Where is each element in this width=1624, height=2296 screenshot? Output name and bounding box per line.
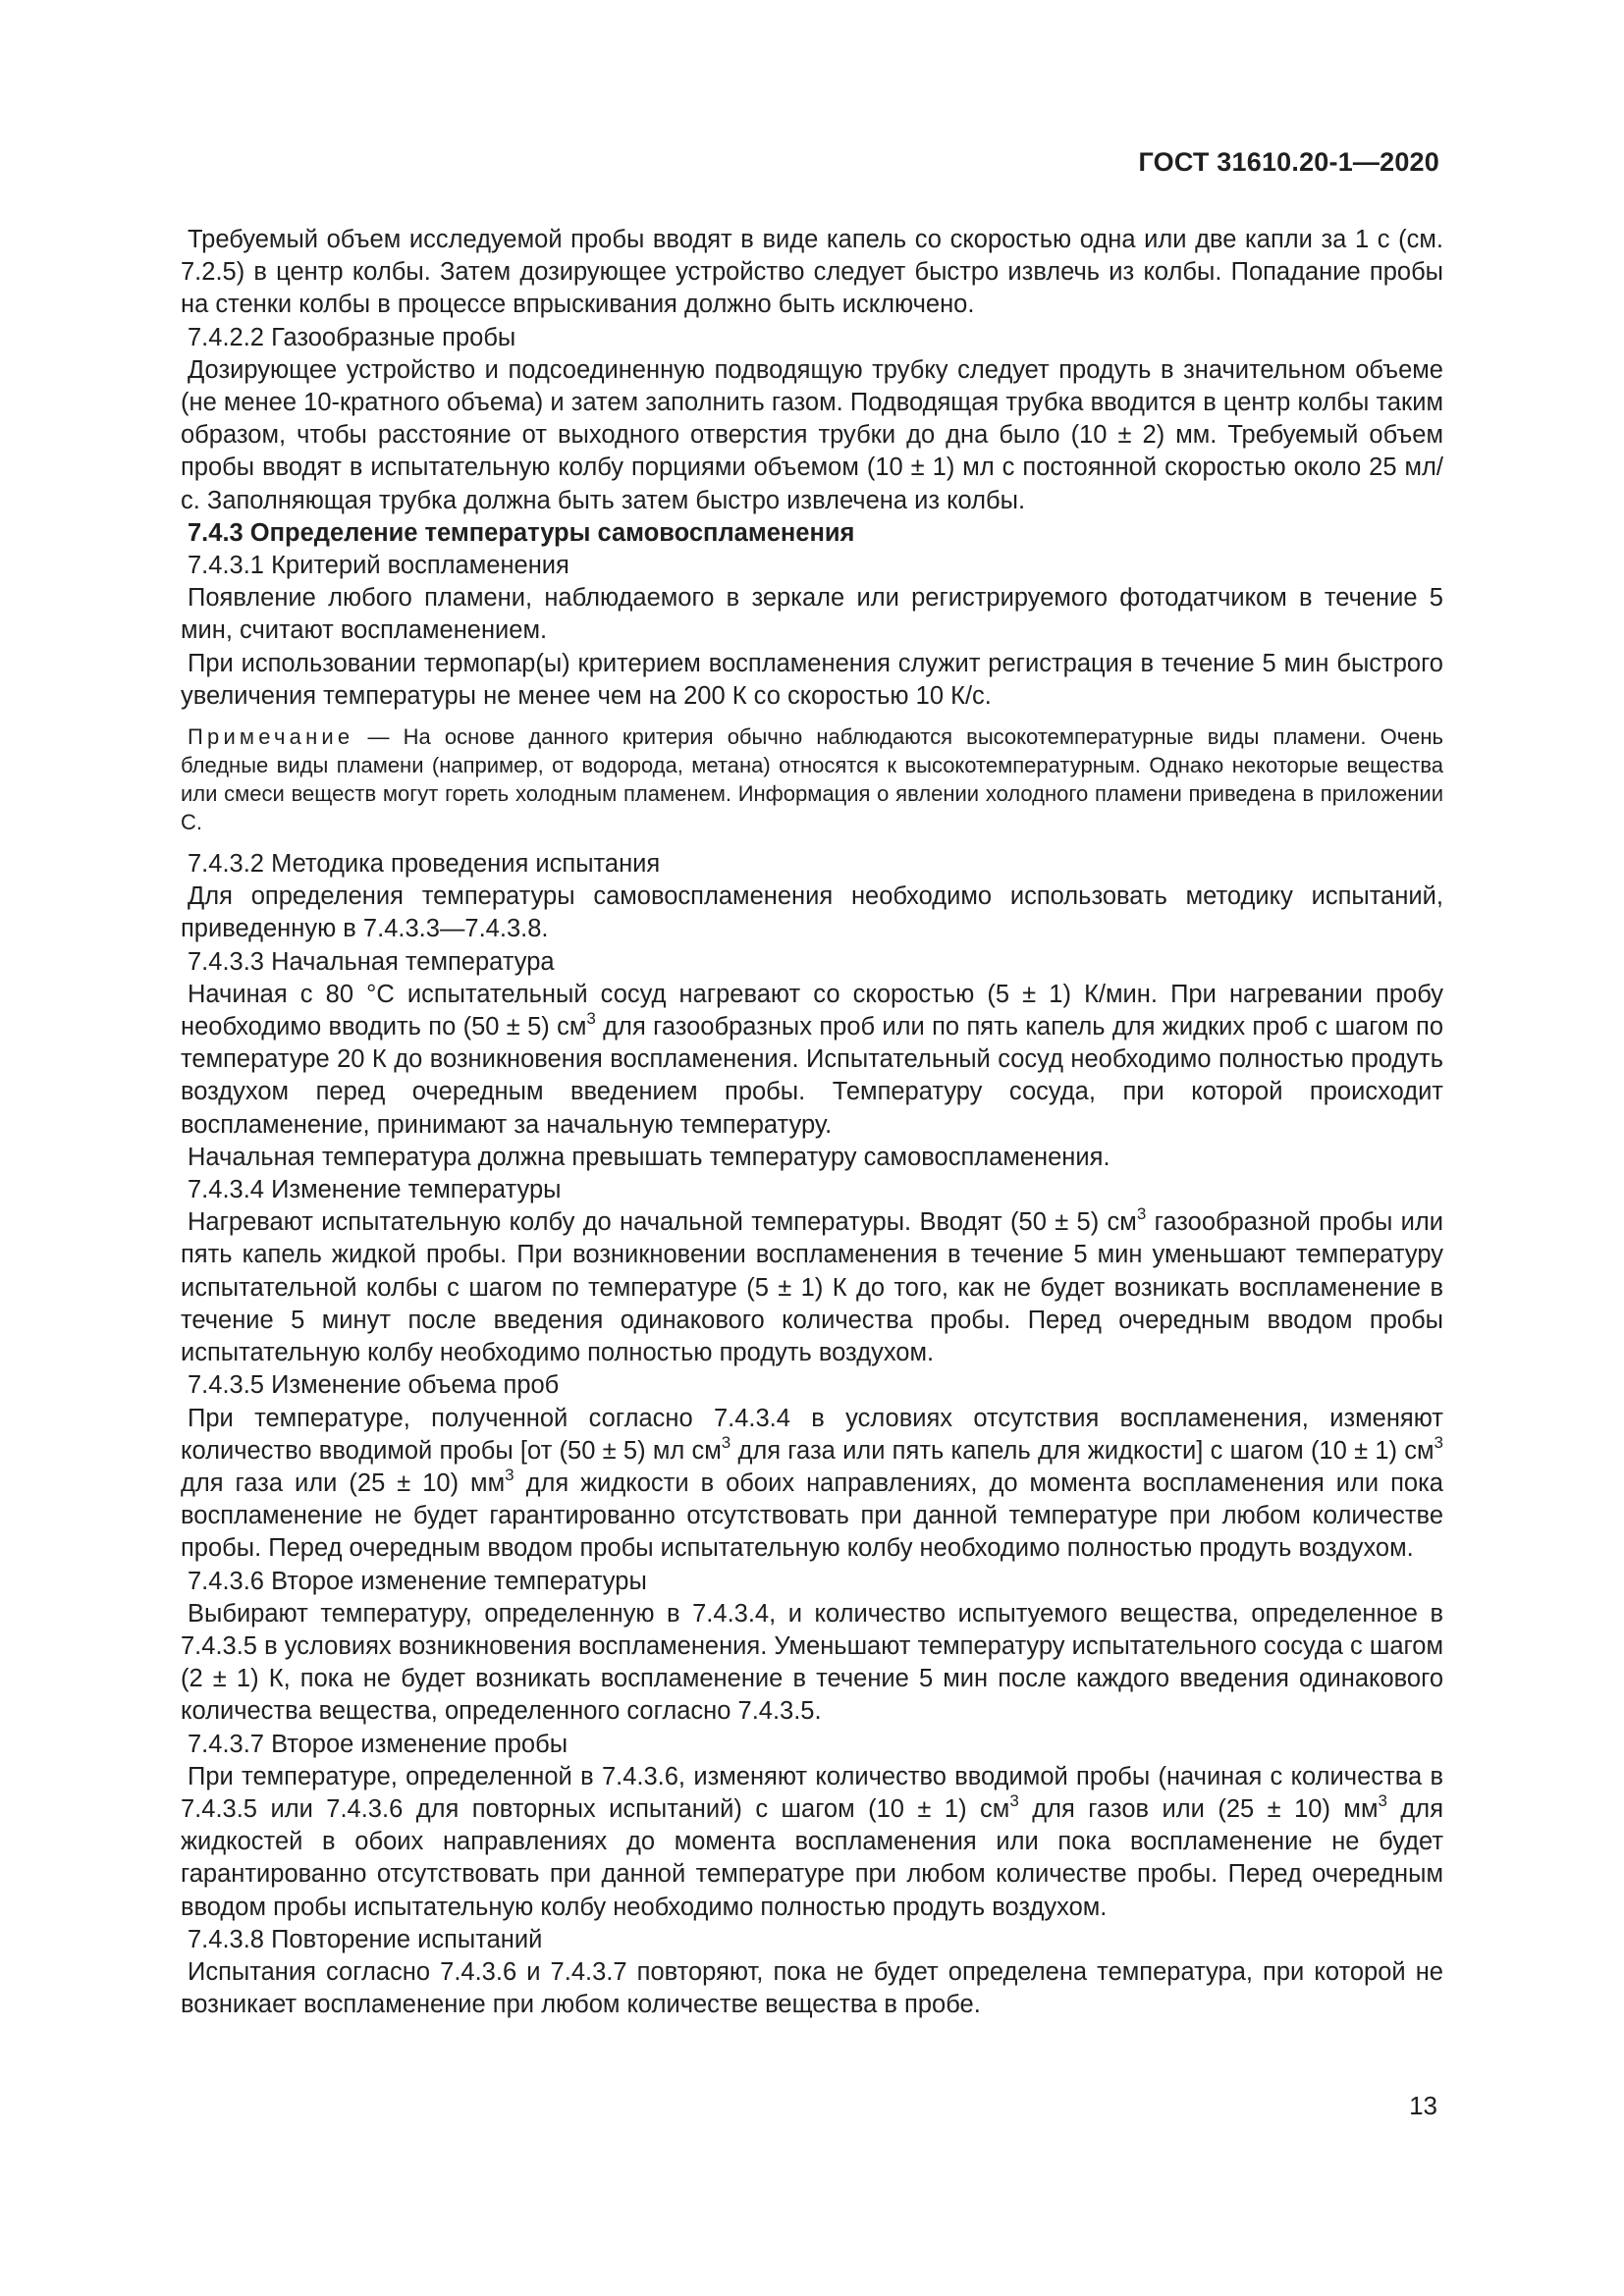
paragraph: Появление любого пламени, наблюдаемого в зеркале или регистрируемого фотодатчиком в течение 5 мин, считают воспламенением.: [181, 584, 1443, 645]
text-run: газообразной пробы или пять капель жидкой пробы. При возникновении воспламенения в течение 5 мин уменьшают температуру испытательной колбы с шагом по температуре (5 ± 1) К до того, как не будет возникать воспламенение в течение 5 минут после введения одинакового количества пробы. Перед очередным вводом пробы испытательную колбу необходимо полностью продуть воздухом.: [181, 1208, 1444, 1367]
paragraph: Начальная температура должна превышать температуру самовоспламенения.: [188, 1143, 1110, 1171]
paragraph: Требуемый объем исследуемой пробы вводят в виде капель со скоростью одна или две капли за 1 с (см. 7.2.5) в центр колбы. Затем дозирующее устройство следует быстро извлечь из колбы. Попадание пробы на стенки колбы в процессе впрыскивания должно быть исключено.: [181, 226, 1443, 319]
text-run: Начиная с 80 °С испытательный сосуд нагревают со скоростью (5 ± 1) К/мин. При нагревании пробу необходимо вводить по (50 ± 5) см: [181, 980, 1443, 1041]
text-run: При температуре, полученной согласно 7.4.3.4 в условиях отсутствия воспламенения, изменяют количество вводимой пробы [от (50 ± 5) мл см: [181, 1404, 1443, 1465]
text-run: Нагревают испытательную колбу до начальной температуры. Вводят (50 ± 5) см: [188, 1208, 1137, 1237]
paragraph: [181, 979, 1443, 1142]
text-run: для газов или (25 ± 10) мм: [1018, 1794, 1379, 1823]
paragraph: Испытания согласно 7.4.3.6 и 7.4.3.7 повторяют, пока не будет определена температура, при которой не возникает воспламенение при любом количестве вещества в пробе.: [181, 1957, 1443, 2019]
superscript: 3: [505, 1465, 514, 1484]
section-heading-7-4-3-2: 7.4.3.2 Методика проведения испытания: [188, 850, 661, 879]
paragraph: [181, 1206, 1443, 1369]
section-heading-7-4-3-7: 7.4.3.7 Второе изменение пробы: [188, 1730, 568, 1758]
section-heading-7-4-3-1: 7.4.3.1 Критерий воспламенения: [188, 552, 569, 580]
paragraph: [181, 1403, 1443, 1566]
superscript: 3: [586, 1009, 596, 1029]
note-text: — На основе данного критерия обычно наблюдаются высокотемпературные виды пламени. Очень бледные виды пламени (например, от водорода, метана) относятся к высокотемпературным. Однако некоторые вещества или смеси веществ могут гореть холодным пламенем. Информация о явлении холодного пламени приведена в приложении С.: [181, 724, 1443, 835]
superscript: 3: [1378, 1790, 1387, 1810]
document-body: [181, 224, 1443, 2021]
page-number: 13: [1409, 2091, 1437, 2120]
note-label: Примечание: [188, 724, 354, 750]
text-run: для жидкости в обоих направлениях, до момента воспламенения или пока воспламенение не будет гарантированно отсутствовать при данной температуре при любом количестве пробы. Перед очередным вводом пробы испытательную колбу необходимо полностью продуть воздухом.: [181, 1468, 1443, 1563]
section-heading-7-4-3-6: 7.4.3.6 Второе изменение температуры: [188, 1567, 647, 1595]
superscript: 3: [1434, 1432, 1443, 1452]
paragraph: При использовании термопар(ы) критерием воспламенения служит регистрация в течение 5 мин быстрого увеличения температуры не менее чем на 200 К со скоростью 10 К/с.: [181, 649, 1443, 710]
section-heading-7-4-2-2: 7.4.2.2 Газообразные пробы: [188, 323, 516, 351]
section-heading-7-4-3-8: 7.4.3.8 Повторение испытаний: [188, 1925, 543, 1953]
section-heading-7-4-3-3: 7.4.3.3 Начальная температура: [188, 947, 555, 976]
text-run: для жидкостей в обоих направлениях до момента воспламенения или пока воспламенение не будет гарантированно отсутствовать при данной температуре при любом количестве пробы. Перед очередным вводом пробы испытательную колбу необходимо полностью продуть воздухом.: [181, 1794, 1443, 1921]
text-run: для газа или пять капель для жидкости] с шагом (10 ± 1) см: [731, 1436, 1435, 1465]
superscript: 3: [1009, 1790, 1019, 1810]
section-heading-7-4-3: 7.4.3 Определение температуры самовоспламенения: [188, 518, 855, 547]
text-run: для газообразных проб или по пять капель для жидких проб с шагом по температуре 20 К до возникновения воспламенения. Испытательный сосуд необходимо полностью продуть воздухом перед очередным введением пробы. Температуру сосуда, при которой происходит воспламенение, принимают за начальную температуру.: [181, 1013, 1443, 1139]
section-heading-7-4-3-5: 7.4.3.5 Изменение объема проб: [188, 1371, 560, 1400]
text-run: При температуре, определенной в 7.4.3.6, изменяют количество вводимой пробы (начиная с количества в 7.4.3.5 или 7.4.3.6 для повторных испытаний) с шагом (10 ± 1) см: [181, 1762, 1443, 1823]
paragraph: Дозирующее устройство и подсоединенную подводящую трубку следует продуть в значительном объеме (не менее 10-кратного объема) и затем заполнить газом. Подводящая трубка вводится в центр колбы таким образом, чтобы расстояние от выходного отверстия трубки до дна было (10 ± 2) мм. Требуемый объем пробы вводят в испытательную колбу порциями объемом (10 ± 1) мл с постоянной скоростью около 25 мл/с. Заполняющая трубка должна быть затем быстро извлечена из колбы.: [181, 355, 1443, 514]
superscript: 3: [1136, 1204, 1147, 1224]
paragraph: Для определения температуры самовоспламенения необходимо использовать методику испытаний, приведенную в 7.4.3.3—7.4.3.8.: [181, 882, 1443, 943]
document-header: ГОСТ 31610.20-1—2020: [1138, 147, 1439, 177]
superscript: 3: [721, 1432, 731, 1452]
paragraph: Выбирают температуру, определенную в 7.4.3.4, и количество испытуемого вещества, определенное в 7.4.3.5 в условиях возникновения воспламенения. Уменьшают температуру испытательного сосуда с шагом (2 ± 1) К, пока не будет возникать воспламенение в течение 5 мин после каждого введения одинакового количества вещества, определенного согласно 7.4.3.5.: [181, 1599, 1443, 1726]
text-run: для газа или (25 ± 10) мм: [181, 1468, 506, 1497]
note-block: [181, 722, 1443, 836]
paragraph: [181, 1761, 1443, 1924]
section-heading-7-4-3-4: 7.4.3.4 Изменение температуры: [188, 1176, 562, 1204]
